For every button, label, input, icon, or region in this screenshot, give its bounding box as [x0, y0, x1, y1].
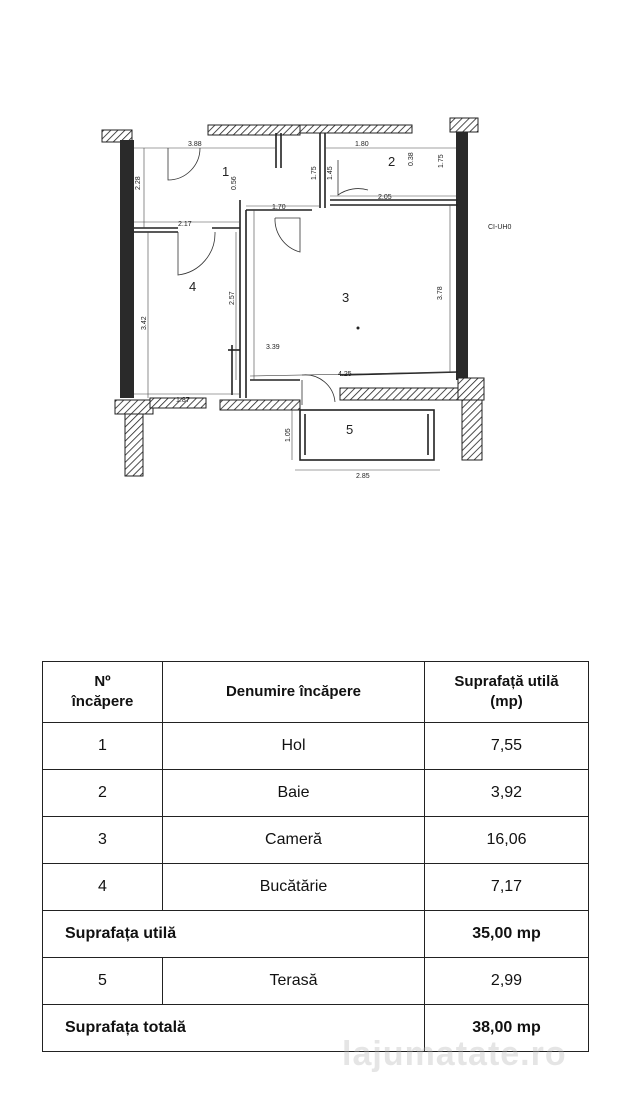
room-label-5: 5	[346, 422, 354, 437]
dim-label: 4.25	[338, 371, 352, 378]
dim-label: 3.88	[188, 141, 202, 148]
interior-walls	[134, 133, 458, 398]
outer-walls	[102, 118, 484, 476]
cell-area: 7,17	[425, 864, 589, 911]
dim-label: 1.75	[311, 166, 318, 180]
table-row	[43, 770, 589, 817]
table-row	[43, 958, 589, 1005]
cell-name: Hol	[163, 723, 425, 770]
subtotal-label: Suprafața utilă	[43, 911, 425, 958]
cell-name: Baie	[163, 770, 425, 817]
dim-label: 3.78	[437, 286, 444, 300]
cell-nr: 5	[43, 958, 163, 1005]
cell-area: 2,99	[425, 958, 589, 1005]
header-nr: Nº încăpere	[43, 662, 163, 723]
dim-label: 2.28	[135, 176, 142, 190]
dim-label: 3.42	[141, 316, 148, 330]
watermark: lajumatate.ro	[342, 1035, 567, 1073]
dim-label: 1.05	[285, 428, 292, 442]
dim-label: 1.80	[355, 141, 369, 148]
dim-label: 2.05	[378, 194, 392, 201]
cell-nr: 3	[43, 817, 163, 864]
cell-area: 7,55	[425, 723, 589, 770]
room-label-2: 2	[388, 154, 396, 169]
dim-label: 2.57	[229, 291, 236, 305]
cell-name: Bucătărie	[163, 864, 425, 911]
terrace-outline	[300, 410, 434, 460]
dim-label: 0.38	[408, 152, 415, 166]
dim-label: 0.56	[231, 176, 238, 190]
doors	[168, 148, 368, 405]
cell-name: Cameră	[163, 817, 425, 864]
total-label: Suprafața totală	[43, 1005, 425, 1052]
header-area: Suprafață utilă (mp)	[425, 662, 589, 723]
cell-area: 3,92	[425, 770, 589, 817]
cell-name: Terasă	[163, 958, 425, 1005]
table-row	[43, 723, 589, 770]
header-name: Denumire încăpere	[163, 662, 425, 723]
total-value: 38,00 mp	[425, 1005, 589, 1052]
dim-label: 1.45	[327, 166, 334, 180]
dim-label: 1.87	[176, 397, 190, 404]
dim-label: 1.70	[272, 204, 286, 211]
dim-label: 2.17	[178, 221, 192, 228]
room-label-1: 1	[222, 164, 230, 179]
table-row	[43, 817, 589, 864]
dim-label: 1.75	[438, 154, 445, 168]
dim-label: CI-UH0	[488, 224, 512, 231]
room-label-4: 4	[189, 279, 197, 294]
table-row	[43, 864, 589, 911]
cell-nr: 1	[43, 723, 163, 770]
table-header-row	[43, 662, 589, 723]
area-table	[42, 661, 589, 1052]
subtotal-value: 35,00 mp	[425, 911, 589, 958]
dim-label: 2.85	[356, 473, 370, 480]
dim-label: 3.39	[266, 344, 280, 351]
subtotal-row	[43, 911, 589, 958]
dimension-lines	[134, 148, 456, 470]
cell-area: 16,06	[425, 817, 589, 864]
room-label-3: 3	[342, 290, 350, 305]
cell-nr: 2	[43, 770, 163, 817]
cell-nr: 4	[43, 864, 163, 911]
